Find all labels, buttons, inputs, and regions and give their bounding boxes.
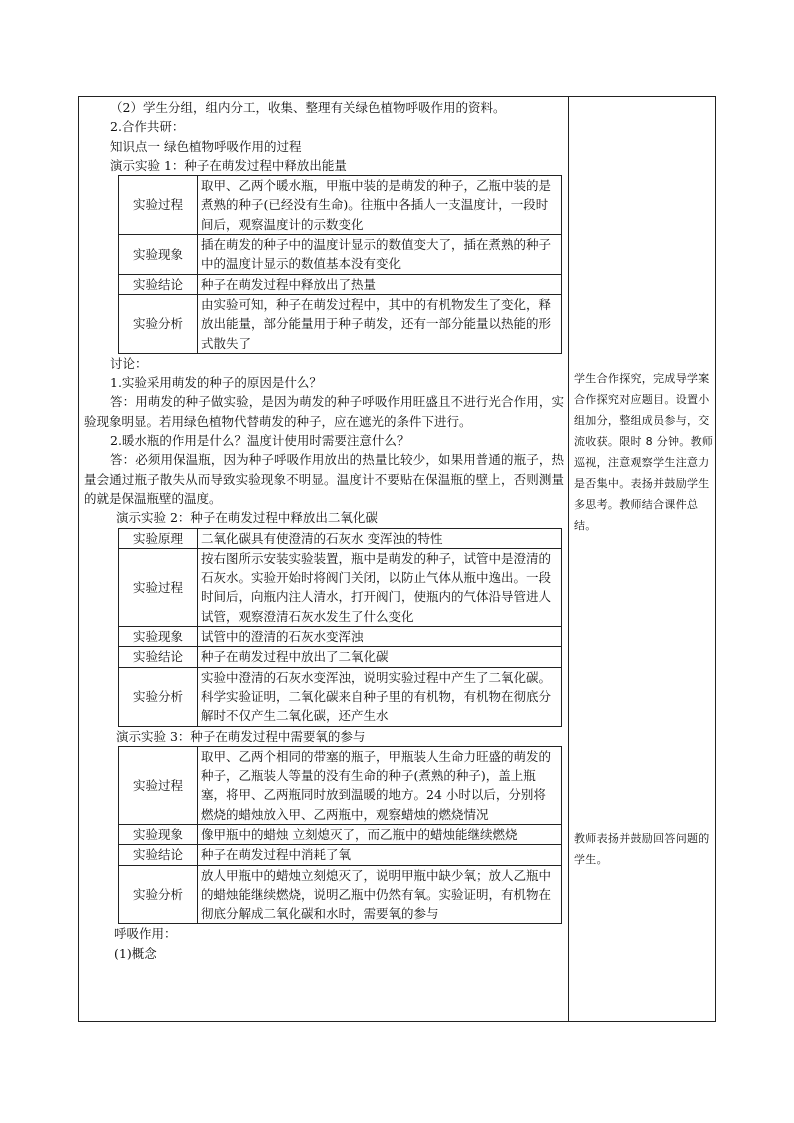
column-divider (568, 96, 569, 1022)
respiration-concept: (1)概念 (114, 945, 157, 961)
table-row (119, 528, 562, 548)
knowledge-point-title: 知识点一 绿色植物呼吸作用的过程 (110, 138, 302, 154)
cooperative-heading: 2.合作共研： (110, 119, 185, 135)
main-column (84, 98, 564, 963)
demo3-title: 演示实验 3：种子在萌发过程中需要氧的参与 (116, 728, 366, 744)
row-content: 取甲、乙两个相同的带塞的瓶子，甲瓶装人生命力旺盛的萌发的种子，乙瓶装人等量的没有生命的种子(煮熟的种子)，盖上瓶塞，将甲、乙两瓶同时放到温暖的地方。24 小时以后，分别将燃烧的蜡烛放入甲、乙两瓶中，观察蜡烛的燃烧情况 (198, 746, 562, 824)
row-label: 实验结论 (119, 647, 198, 667)
row-label: 实验现象 (119, 824, 198, 844)
demo1-title: 演示实验 1：种子在萌发过程中释放出能量 (110, 157, 347, 173)
discussion-title: 讨论： (110, 355, 148, 371)
table-row (119, 294, 562, 353)
table-row (119, 627, 562, 647)
row-content: 像甲瓶中的蜡烛 立刻熄灭了，而乙瓶中的蜡烛能继续燃烧 (198, 824, 562, 844)
table-row (119, 235, 562, 275)
table-row (119, 176, 562, 235)
teacher-note-2: 教师表扬并鼓励回答问题的学生。 (574, 832, 710, 866)
row-label: 实验分析 (119, 294, 198, 353)
row-content: 由实验可知，种子在萌发过程中，其中的有机物发生了变化，释放出能量，部分能量用于种子萌发，还有一部分能量以热能的形式散失了 (198, 294, 562, 353)
table-row (119, 667, 562, 726)
row-label: 实验结论 (119, 274, 198, 294)
row-label: 实验结论 (119, 845, 198, 865)
row-content: 放人甲瓶中的蜡烛立刻熄灭了，说明甲瓶中缺少氧；放人乙瓶中的蜡烛能继续燃烧，说明乙瓶中仍然有氧。实验证明，有机物在彻底分解成二氧化碳和水时，需要氧的参与 (198, 865, 562, 924)
teacher-note-1: 学生合作探究，完成导学案合作探究对应题目。设置小组加分，整组成员参与，交流收获。限时 8 分钟。教师巡视，注意观察学生注意力是否集中。表扬并鼓励学生多思考。教师结合课件总结。 (574, 372, 714, 532)
table-row (119, 845, 562, 865)
answer-2: 答：必须用保温瓶，因为种子呼吸作用放出的热量比较少，如果用普通的瓶子，热量会通过瓶子散失从而导致实验现象不明显。温度计不要贴在保温瓶的壁上，否则测量的就是保温瓶壁的温度。 (84, 452, 564, 506)
table-row (119, 746, 562, 824)
row-content: 按右图所示安装实验装置，瓶中是萌发的种子，试管中是澄清的石灰水。实验开始时将阀门关闭，以防止气体从瓶中逸出。一段时间后，向瓶内注人清水，打开阀门，使瓶内的气体沿导管进人试管，观察澄清石灰水发生了什么变化 (198, 548, 562, 626)
row-content: 插在萌发的种子中的温度计显示的数值变大了，插在煮熟的种子中的温度计显示的数值基本没有变化 (198, 235, 562, 275)
row-label: 实验过程 (119, 548, 198, 626)
table-row (119, 647, 562, 667)
row-content: 取甲、乙两个暖水瓶，甲瓶中装的是萌发的种子，乙瓶中装的是煮熟的种子(已经没有生命)。往瓶中各插人一支温度计，一段时间后，观察温度计的示数变化 (198, 176, 562, 235)
row-label: 实验分析 (119, 667, 198, 726)
demo2-table (118, 528, 562, 727)
respiration-title: 呼吸作用： (114, 926, 177, 942)
row-content: 种子在萌发过程中释放出了热量 (198, 274, 562, 294)
demo1-table (118, 175, 562, 354)
row-label: 实验现象 (119, 235, 198, 275)
row-content: 种子在萌发过程中放出了二氧化碳 (198, 647, 562, 667)
demo2-title: 演示实验 2：种子在萌发过程中释放出二氧化碳 (116, 510, 378, 526)
demo3-table (118, 746, 562, 925)
table-row (119, 865, 562, 924)
table-row (119, 824, 562, 844)
table-row (119, 274, 562, 294)
question-1: 1.实验采用萌发的种子的原因是什么？ (110, 375, 322, 391)
table-row (119, 548, 562, 626)
row-content: 实验中澄清的石灰水变浑浊，说明实验过程中产生了二氧化碳。科学实验证明，二氧化碳来自种子里的有机物，有机物在彻底分解时不仅产生二氧化碳，还产生水 (198, 667, 562, 726)
row-content: 二氧化碳具有使澄清的石灰水 变浑浊的特性 (198, 528, 562, 548)
row-label: 实验现象 (119, 627, 198, 647)
row-label: 实验分析 (119, 865, 198, 924)
question-2: 2.暖水瓶的作用是什么？温度计使用时需要注意什么？ (110, 433, 410, 449)
row-label: 实验过程 (119, 746, 198, 824)
row-content: 试管中的澄清的石灰水变浑浊 (198, 627, 562, 647)
row-label: 实验过程 (119, 176, 198, 235)
answer-1: 答：用萌发的种子做实验，是因为萌发的种子呼吸作用旺盛且不进行光合作用，实验现象明显。若用绿色植物代替萌发的种子，应在遮光的条件下进行。 (84, 394, 564, 429)
row-label: 实验原理 (119, 528, 198, 548)
row-content: 种子在萌发过程中消耗了氧 (198, 845, 562, 865)
intro-item-2: （2）学生分组，组内分工，收集、整理有关绿色植物呼吸作用的资料。 (110, 100, 506, 115)
